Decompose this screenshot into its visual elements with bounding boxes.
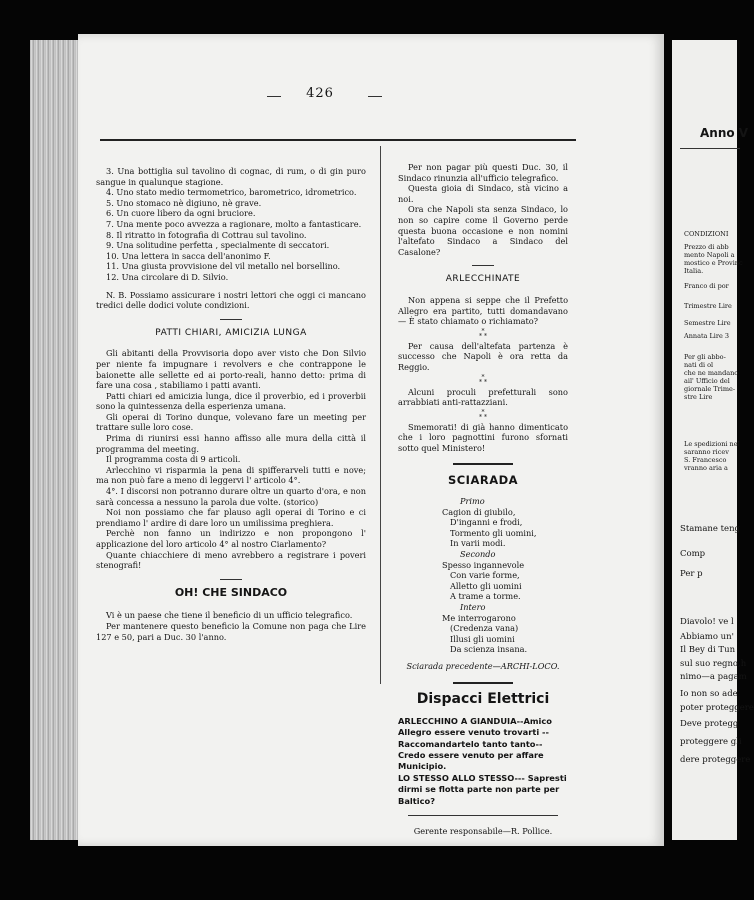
sciarada-line: Cagion di giubilo, <box>442 506 516 517</box>
list-item: 10. Una lettera in sacca dell'anonimo F. <box>106 250 271 261</box>
right-page-line: Semestre Lire <box>684 319 731 327</box>
arlecchinata-item: Smemorati! di già hanno dimenticato che i loro pagnottini furono sfornati sotto quel Ministero! <box>398 421 568 453</box>
sciarada-label: Intero <box>460 602 486 612</box>
right-page-line: CONDIZIONI <box>684 230 729 238</box>
right-page-line: Italia. <box>684 267 704 275</box>
asterism-divider: * * * <box>479 327 487 340</box>
right-page-line: Prezzo di abb <box>684 243 729 251</box>
page-number: 426 <box>306 86 334 101</box>
list-item: 12. Una circolare di D. Silvio. <box>106 271 229 282</box>
section-divider <box>220 319 242 320</box>
sciarada-line: D'inganni e frodi, <box>450 517 523 528</box>
paragraph: Quante chiacchiere di meno avrebbero a registrare i poveri stenografi! <box>96 549 366 571</box>
sciarada-line: Spesso ingannevole <box>442 559 525 570</box>
asterism-divider: * * * <box>479 408 487 421</box>
right-page-line: Comp <box>680 549 706 559</box>
paragraph: 4°. I discorsi non potranno durare oltre un quarto d'ora, e non sarà concessa a nessuno la parola due volte. (storico) <box>96 486 366 507</box>
sciarada-line: (Credenza vana) <box>450 623 519 634</box>
dispaccio: LO STESSO ALLO STESSO--- Sapresti dirmi se flotta parte non parte per Baltico? <box>398 773 567 806</box>
page-number-rule-left <box>267 96 281 97</box>
sciarada-line: Da scienza insana. <box>450 644 528 655</box>
paragraph: Il programma costa di 9 articoli. <box>106 454 241 465</box>
patti-heading: PATTI CHIARI, AMICIZIA LUNGA <box>155 327 307 338</box>
paragraph: Gli operai di Torino dunque, volevano fare un meeting per trattare sulle loro cose. <box>96 411 366 433</box>
paragraph: Vi è un paese che tiene il beneficio di un ufficio telegrafico. <box>106 610 353 621</box>
right-page-line: Per p <box>680 569 703 579</box>
right-page-line: Abbiamo un' <box>680 632 734 642</box>
sciarada-heading: SCIARADA <box>447 473 519 488</box>
book-page-edges <box>30 40 82 840</box>
arlecchinate-list <box>398 295 568 454</box>
arlecchinata-item: Non appena si seppe che il Prefetto Allegro era partito, tutti domandavano — È stato chiamato o richiamato? <box>398 294 568 327</box>
sindaco-continued <box>398 162 568 257</box>
paragraph: Per non pagar più questi Duc. 30, il Sindaco rinunzia all'ufficio telegrafico. <box>398 162 568 183</box>
page-number-rule-right <box>368 96 382 97</box>
right-page-fragment <box>672 40 754 840</box>
sciarada-verse <box>398 496 568 655</box>
right-page-line: Annata Lire 3 <box>684 332 730 340</box>
paragraph: Prima di riunirsi essi hanno affisso alle mura della città il programma del meeting. <box>96 433 366 454</box>
paragraph: Per mantenere questo beneficio la Comune non paga che Lire 127 e 50, pari a Duc. 30 l'anno. <box>96 620 366 642</box>
right-page-line: che ne mandano <box>684 369 739 377</box>
right-page-line: nimo—a pagam <box>680 672 747 682</box>
right-page-line: Trimestre Lire <box>684 302 732 310</box>
right-page-line: dere proteggere <box>680 755 751 765</box>
sciarada-line: Tormento gli uomini, <box>450 527 537 538</box>
right-page-line: Le spedizioni nel <box>684 440 740 448</box>
left-column <box>96 166 366 642</box>
conditions-list <box>96 166 366 283</box>
list-item: 8. Il ritratto in fotografia di Cottrau sul tavolino. <box>106 229 307 240</box>
sciarada-line: Alletto gli uomini <box>450 580 522 591</box>
list-item: 4. Uno stato medio termometrico, barometrico, idrometrico. <box>106 187 357 198</box>
right-page-line: Per gli abbo- <box>684 353 726 361</box>
section-divider <box>472 265 494 266</box>
asterism-divider: * * * <box>479 373 487 386</box>
right-page-line: giornale Trime- <box>684 385 736 393</box>
right-page-line: ail' Ufficio del <box>684 377 730 385</box>
arlecchinata-item: Alcuni proculi prefetturali sono arrabbiati anti-rattazziani. <box>398 386 568 408</box>
section-divider <box>220 579 242 580</box>
paragraph: Patti chiari ed amicizia lunga, dice il proverbio, ed i proverbii sono la quintessenza della esperienza umana. <box>96 390 366 412</box>
paragraph: Questa gioia di Sindaco, stà vicino a noi. <box>398 183 568 204</box>
right-page-line: Io non so ade <box>680 689 738 699</box>
right-page-line: mento Napoli a <box>684 251 735 259</box>
sindaco-article <box>96 610 366 642</box>
right-page-title: Anno V <box>700 126 749 140</box>
arlecchinata-item: Per causa dell'altefata partenza è successo che Napoli è ora retta da Reggio. <box>398 340 568 372</box>
paragraph: Noi non possiamo che far plauso agli operai di Torino e ci prendiamo l' ardire di dare loro un umilissima preghiera. <box>96 507 366 528</box>
right-page-line: proteggere gli <box>680 737 742 747</box>
sciarada-line: Me interrogarono <box>442 612 516 623</box>
dispaccio: ARLECCHINO A GIANDUIA--Amico Allegro essere venuto trovarti -- Raccomandartelo tanto tanto--Credo essere venuto per affare Municipio. <box>398 716 552 771</box>
paragraph: Gli abitanti della Provvisoria dopo aver visto che Don Silvio per niente fa impugnare i revolvers e che contrappone le baionette alle sellette ed ai porto-reali, hanno detto: prima di fare una cosa , stabiliamo i patti avanti. <box>96 348 366 391</box>
right-page-rule <box>680 148 740 149</box>
right-page-line: Franco di por <box>684 282 729 290</box>
list-item: 3. Una bottiglia sul tavolino di cognac, di rum, o di gin puro sangue in qualunque stagione. <box>96 166 366 187</box>
list-item: 6. Un cuore libero da ogni bruciore. <box>106 208 256 219</box>
sciarada-line: Con varie forme, <box>450 570 520 581</box>
dispacci-heading: Dispacci Elettrici <box>416 690 550 707</box>
dispacci-list <box>398 716 568 807</box>
list-item: 9. Una solitudine perfetta , specialmente di seccatori. <box>106 240 330 251</box>
patti-article <box>96 348 366 570</box>
list-item: 7. Una mente poco avvezza a ragionare, molto a fantasticare. <box>106 218 362 229</box>
right-page-line: saranno ricev <box>684 448 729 456</box>
right-page-line: Stamane teng <box>680 524 741 534</box>
right-page-line: stre Lire <box>684 393 713 401</box>
header-rule <box>100 139 576 141</box>
right-page-line: Diavolo! ve l <box>680 617 734 627</box>
paragraph: Ora che Napoli sta senza Sindaco, lo non so capire come il Governo perde questa buona occasione e non nomini l'altefato Sindaco a Sindaco del Casalone? <box>398 204 568 257</box>
right-page-line: mostico e Provinc <box>684 259 743 267</box>
sciarada-label: Secondo <box>460 549 496 560</box>
section-divider <box>453 682 513 684</box>
right-page-line: vranno aria a <box>684 464 728 472</box>
nb-note: N. B. Possiamo assicurare i nostri lettori che oggi ci mancano tredici delle dodici volute condizioni. <box>96 289 366 311</box>
sciarada-label: Primo <box>460 496 485 507</box>
arlecchinate-heading: ARLECCHINATE <box>445 274 521 285</box>
right-page-line: sul suo regno,h <box>680 659 747 669</box>
right-column <box>398 162 568 836</box>
sciarada-line: A trame a torme. <box>450 591 521 602</box>
right-page-line: Il Bey di Tun <box>680 645 736 655</box>
gerente-rule <box>408 815 558 816</box>
paragraph: Arlecchino vi risparmia la pena di spifferarveli tutti e nove; ma non può fare a meno di leggervi l' articolo 4°. <box>96 464 366 486</box>
list-item: 5. Uno stomaco nè digiuno, nè grave. <box>106 197 262 208</box>
section-divider <box>453 463 513 465</box>
column-divider <box>380 146 381 684</box>
right-page-line: nati di ol <box>684 361 714 369</box>
sciarada-line: Illusi gli uomini <box>450 633 515 644</box>
right-page-line: S. Francesco <box>684 456 727 464</box>
gerente-line: Gerente responsabile—R. Pollice. <box>413 825 553 836</box>
right-page-line: Deve protegg <box>680 719 739 729</box>
list-item: 11. Una giusta provvisione del vil metallo nel borsellino. <box>106 261 341 272</box>
right-page-line: poter proteggere <box>680 703 754 713</box>
sindaco-heading: OH! CHE SINDACO <box>174 585 288 599</box>
paragraph: Perchè non fanno un indirizzo e non propongono l' applicazione del loro articolo 4° al nostro Ciarlamento? <box>96 528 366 549</box>
sciarada-previous: Sciarada precedente—ARCHI-LOCO. <box>406 660 560 671</box>
sciarada-line: In varii modi. <box>450 538 506 549</box>
